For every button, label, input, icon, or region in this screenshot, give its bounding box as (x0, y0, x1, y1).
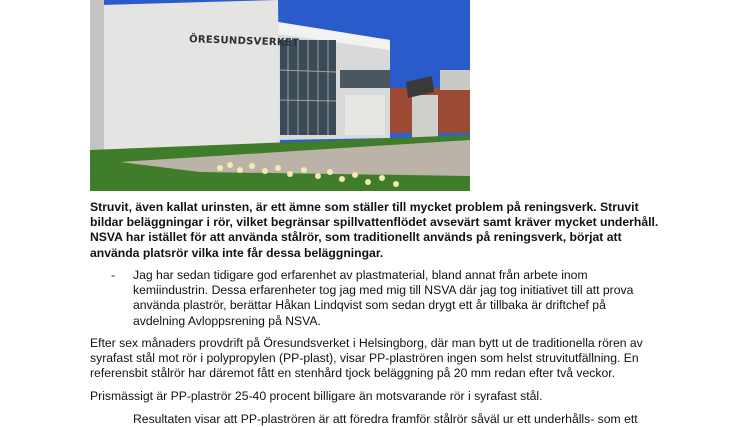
lead-paragraph: Struvit, även kallat urinsten, är ett ämne som ställer till mycket problem på reningsverk. Struvit bildar beläggningar i rör, vilket begränsar spillvattenflödet avsevärt samt kräver mycket underhåll. NSVA har istället för att använda stålrör, som traditionellt används på reningsverk, börjat att använda platsrör vilka inte får dessa beläggningar. (90, 200, 659, 260)
body-paragraph-1: Efter sex månaders provdrift på Öresundsverket i Helsingborg, där man bytt ut de traditionella rören av syrafast stål mot rör i polypropylen (PP-plast), visar PP-plaströren ingen som helst struvitutfällning. En referensbit stålrör har däremot fått en stenhård tjock beläggning på 20 mm redan efter två veckor. (90, 336, 643, 381)
photo-illustration (90, 0, 470, 191)
white-tower (100, 0, 280, 158)
quote-paragraph: Jag har sedan tidigare god erfarenhet av plastmaterial, bland annat från arbete inom kemiindustrin. Dessa erfarenheter tog jag med mig till NSVA där jag tog initiativet till att prova använda plaströr, berättar Håkan Lindqvist som sedan drygt ett år tillbaka är driftchef på avdelning Avloppsrening på NSVA. (133, 268, 634, 328)
body-paragraph-2: Prismässigt är PP-plaströr 25-40 procent billigare än motsvarande rör i syrafast stål. (90, 389, 543, 403)
body-paragraph-3: Resultaten visar att PP-plaströren är att föredra framför stålrör såväl ur ett underhålls- som ett (133, 412, 638, 426)
building-photo (90, 0, 470, 191)
building-sign: ÖRESUNDSVERKET (188, 34, 300, 49)
quote-dash: - (111, 268, 116, 282)
